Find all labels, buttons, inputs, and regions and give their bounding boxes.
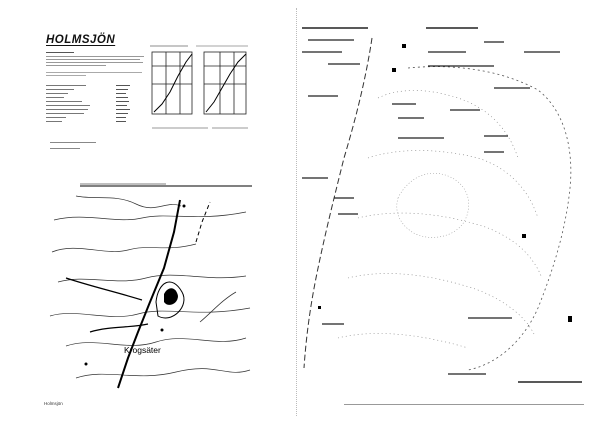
stream [200,292,236,322]
fact-row-label [46,109,88,110]
fact-text-line [46,62,143,63]
depth-curve-right [206,54,246,112]
contour [76,196,181,208]
fact-row-value [116,101,129,102]
fact-row-label [46,89,74,90]
settlement-dot [85,363,88,366]
fact-row-label [46,101,82,102]
contour [54,212,246,220]
fact-row-value [116,121,126,122]
fact-row-value [116,85,130,86]
fact-text-line [46,72,142,73]
fact-table [46,50,146,150]
inset-town-label: Krogsäter [124,345,161,355]
footnote-line [50,142,96,143]
depth-contour [358,213,542,278]
map-marker [392,68,396,72]
fact-text-line [46,75,86,76]
boundary [196,202,210,242]
map-marker [568,316,572,322]
settlement-dot [183,205,186,208]
map-marker [522,234,526,238]
fact-row-value [116,113,128,114]
fact-row-label [46,97,64,98]
fact-row-value [116,97,128,98]
road [66,278,142,300]
fact-row-label [46,117,66,118]
fact-row-label [46,113,84,114]
fact-row-label [46,85,86,86]
fact-row-value [116,109,130,110]
fact-row-value [116,105,127,106]
depth-curve-left [154,54,192,112]
map-marker [402,44,406,48]
shoreline-road [304,38,372,368]
page-gutter [296,8,297,416]
lake-basin [164,288,178,305]
footnote-line [50,148,80,149]
fact-text-line [46,65,106,66]
page-footer: Holmsjön [44,401,63,406]
contour [50,308,250,317]
settlement-dot [161,329,164,332]
fact-text-line [46,59,140,60]
lake-title: HOLMSJÖN [46,34,116,46]
lake-shore [408,67,571,370]
fact-row-label [46,93,68,94]
fact-text-line [46,56,144,57]
fact-heading-line [46,52,74,53]
contour [52,244,196,252]
fact-row-value [116,89,128,90]
depth-basin [397,173,469,237]
fact-row-value [116,117,126,118]
depth-contour [368,151,538,219]
map-marker [318,306,321,309]
contour [76,369,250,378]
fact-row-label [46,105,90,106]
area-inset-map [46,182,252,390]
depth-chart [148,44,256,136]
lake-map [298,18,588,390]
depth-contour [348,274,534,334]
fact-row-label [46,121,62,122]
credit-line [344,404,584,405]
depth-contour [378,91,518,159]
depth-contour [338,333,468,348]
contour [58,275,246,282]
map-credit-line [344,404,584,407]
fact-row-value [116,93,126,94]
